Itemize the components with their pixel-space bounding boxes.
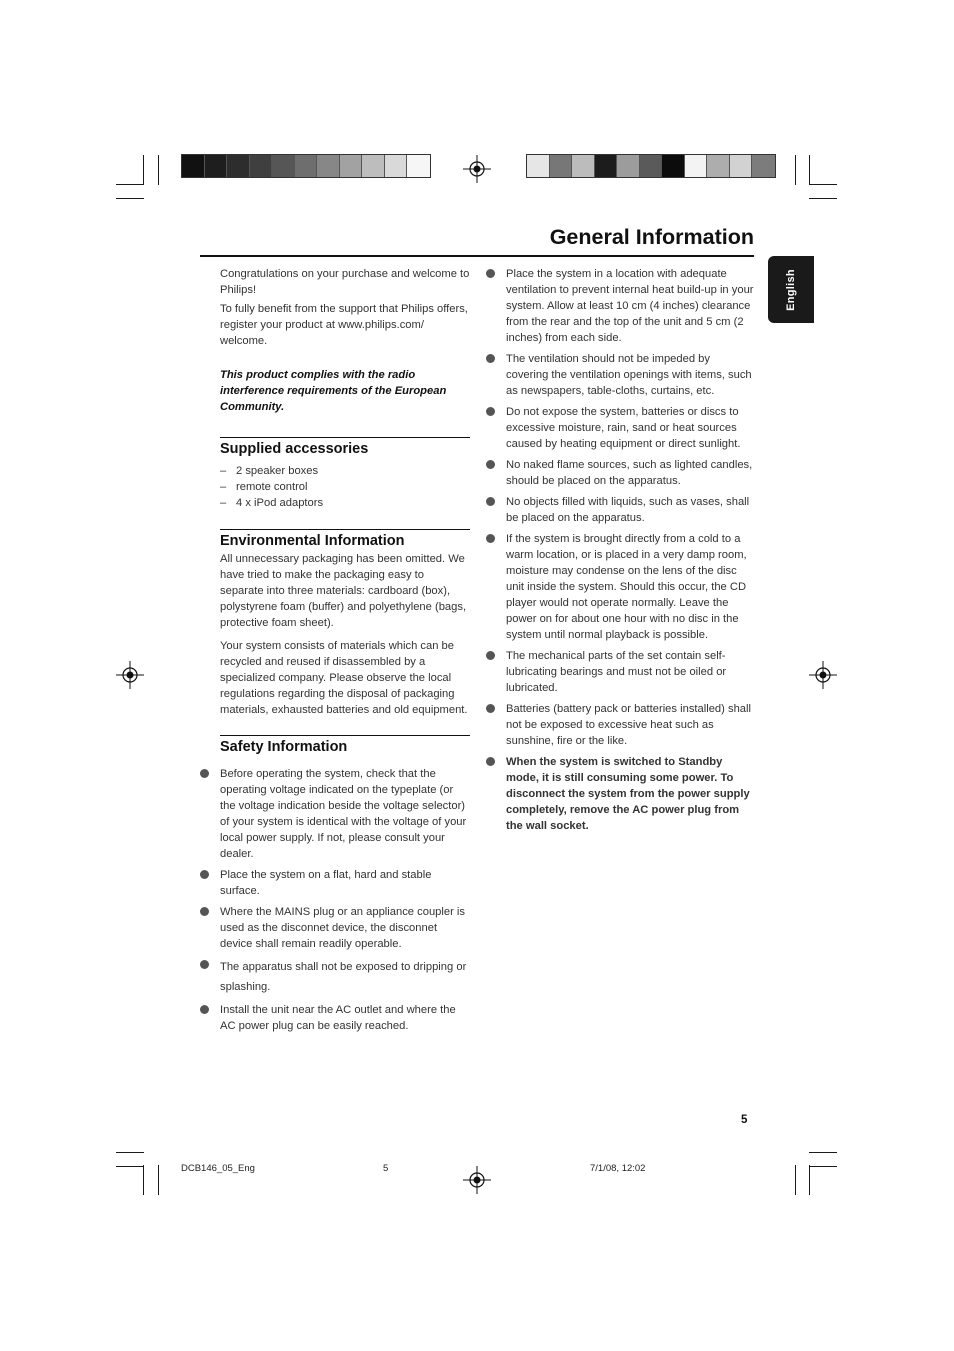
list-item-text: Where the MAINS plug or an appliance coupler is used as the disconnet device, the disconnet device shall remain readily operable. xyxy=(220,906,466,950)
bullet-icon xyxy=(486,354,495,363)
list-item xyxy=(506,531,755,643)
list-item-text: Batteries (battery pack or batteries installed) shall not be exposed to excessive heat such as sunshine, fire or the like. xyxy=(506,703,751,747)
section-heading: Environmental Information xyxy=(220,529,470,551)
language-tab xyxy=(768,256,814,323)
right-column xyxy=(485,266,755,839)
list-item xyxy=(220,957,470,997)
list-item: – 4 x iPod adaptors xyxy=(220,495,470,511)
bullet-icon xyxy=(200,769,209,778)
color-swatch xyxy=(572,155,595,177)
grayscale-bar-left xyxy=(181,154,431,178)
color-swatch xyxy=(227,155,250,177)
list-item xyxy=(220,1002,470,1034)
compliance-notice: This product complies with the radio interference requirements of the European Community. xyxy=(220,369,447,413)
color-swatch xyxy=(317,155,340,177)
color-swatch xyxy=(250,155,273,177)
color-swatch xyxy=(527,155,550,177)
list-item-text: Do not expose the system, batteries or discs to excessive moisture, rain, sand or heat sources caused by heating equipment or direct sunlight. xyxy=(506,406,741,450)
list-item xyxy=(506,457,755,489)
safety-list-left xyxy=(220,766,470,1034)
bullet-icon xyxy=(200,960,209,969)
color-swatch xyxy=(595,155,618,177)
color-swatch xyxy=(340,155,363,177)
list-item-text: No naked flame sources, such as lighted candles, should be placed on the apparatus. xyxy=(506,459,753,487)
standby-warning: When the system is switched to Standby mode, it is still consuming some power. To disconnect the system from the power supply completely, remove the AC power plug from the wall socket. xyxy=(506,756,750,832)
list-item-text: Install the unit near the AC outlet and where the AC power plug can be easily reached. xyxy=(220,1004,456,1032)
color-swatch xyxy=(685,155,708,177)
color-swatch xyxy=(407,155,430,177)
left-column xyxy=(220,266,470,1039)
environmental-paragraph: All unnecessary packaging has been omitted. We have tried to make the packaging easy to separate into three materials: cardboard (box), polystyrene foam (buffer) and polyethylene (bags, protective foam sheet). xyxy=(220,553,467,629)
color-swatch xyxy=(730,155,753,177)
bullet-icon xyxy=(200,1005,209,1014)
registration-mark-icon xyxy=(463,1166,491,1194)
footer-filename: DCB146_05_Eng xyxy=(181,1163,255,1174)
list-item-text: If the system is brought directly from a cold to a warm location, or is placed in a very damp room, moisture may condense on the lens of the disc unit inside the system. Should this occur, the CD player would not operate normally. Leave the power on for about one hour with no disc in the system until normal playback is possible. xyxy=(506,533,747,641)
list-item xyxy=(506,701,755,749)
registration-mark-icon xyxy=(809,661,837,689)
list-item-text: Place the system on a flat, hard and stable surface. xyxy=(220,869,432,897)
bullet-icon xyxy=(486,497,495,506)
supplied-accessories-section xyxy=(220,437,470,511)
color-swatch xyxy=(295,155,318,177)
color-swatch xyxy=(205,155,228,177)
registration-mark-icon xyxy=(116,661,144,689)
section-heading: Safety Information xyxy=(220,735,470,757)
color-swatch xyxy=(385,155,408,177)
list-item: – remote control xyxy=(220,479,470,495)
bullet-icon xyxy=(200,870,209,879)
grayscale-bar-right xyxy=(526,154,776,178)
safety-section xyxy=(220,735,470,1034)
list-item-text: Place the system in a location with adequate ventilation to prevent internal heat build-up in your system. Allow at least 10 cm (4 inches) clearance from the rear and the top of the unit and 5 cm (2 inches) from each side. xyxy=(506,268,754,344)
list-item xyxy=(506,351,755,399)
language-tab-label: English xyxy=(785,268,797,311)
list-item xyxy=(220,766,470,862)
list-item: – 2 speaker boxes xyxy=(220,463,470,479)
bullet-icon xyxy=(486,460,495,469)
color-swatch xyxy=(707,155,730,177)
section-heading: Supplied accessories xyxy=(220,437,470,459)
environmental-paragraph: Your system consists of materials which can be recycled and reused if disassembled by a specialized company. Please observe the local regulations regarding the disposal of packaging materials, exhausted batteries and old equipment. xyxy=(220,640,468,716)
bullet-icon xyxy=(486,704,495,713)
color-swatch xyxy=(662,155,685,177)
environmental-section xyxy=(220,529,470,718)
bullet-icon xyxy=(486,651,495,660)
list-item-text: No objects filled with liquids, such as vases, shall be placed on the apparatus. xyxy=(506,496,750,524)
list-item xyxy=(506,404,755,452)
list-item-text: The ventilation should not be impeded by covering the ventilation openings with items, such as newspapers, table-cloths, curtains, etc. xyxy=(506,353,752,397)
list-item xyxy=(506,494,755,526)
intro-congratulations: Congratulations on your purchase and welcome to Philips! xyxy=(220,268,470,296)
footer-page: 5 xyxy=(383,1163,389,1174)
list-item-text: The mechanical parts of the set contain self-lubricating bearings and must not be oiled or lubricated. xyxy=(506,650,727,694)
color-swatch xyxy=(752,155,775,177)
color-swatch xyxy=(550,155,573,177)
bullet-icon xyxy=(486,757,495,766)
list-item xyxy=(220,867,470,899)
color-swatch xyxy=(617,155,640,177)
color-swatch xyxy=(182,155,205,177)
footer-date: 7/1/08, 12:02 xyxy=(590,1163,646,1174)
bullet-icon xyxy=(200,907,209,916)
list-item xyxy=(506,754,755,834)
page-number: 5 xyxy=(741,1114,748,1126)
list-item xyxy=(220,904,470,952)
intro-register: To fully benefit from the support that Philips offers, register your product at www.philips.com/ welcome. xyxy=(220,303,468,347)
list-item-text: Before operating the system, check that the operating voltage indicated on the typeplate (or the voltage indication beside the voltage selector) of your system is identical with the voltage of your local power supply. If not, please consult your dealer. xyxy=(220,768,467,860)
registration-mark-icon xyxy=(463,155,491,183)
list-item-text: The apparatus shall not be exposed to dripping or splashing. xyxy=(220,961,467,993)
bullet-icon xyxy=(486,534,495,543)
bullet-icon xyxy=(486,269,495,278)
bullet-icon xyxy=(486,407,495,416)
list-item xyxy=(506,266,755,346)
page-title: General Information xyxy=(549,225,754,249)
color-swatch xyxy=(272,155,295,177)
title-rule xyxy=(200,255,754,257)
color-swatch xyxy=(362,155,385,177)
list-item xyxy=(506,648,755,696)
accessories-list xyxy=(220,463,470,511)
safety-list-right xyxy=(485,266,755,834)
color-swatch xyxy=(640,155,663,177)
